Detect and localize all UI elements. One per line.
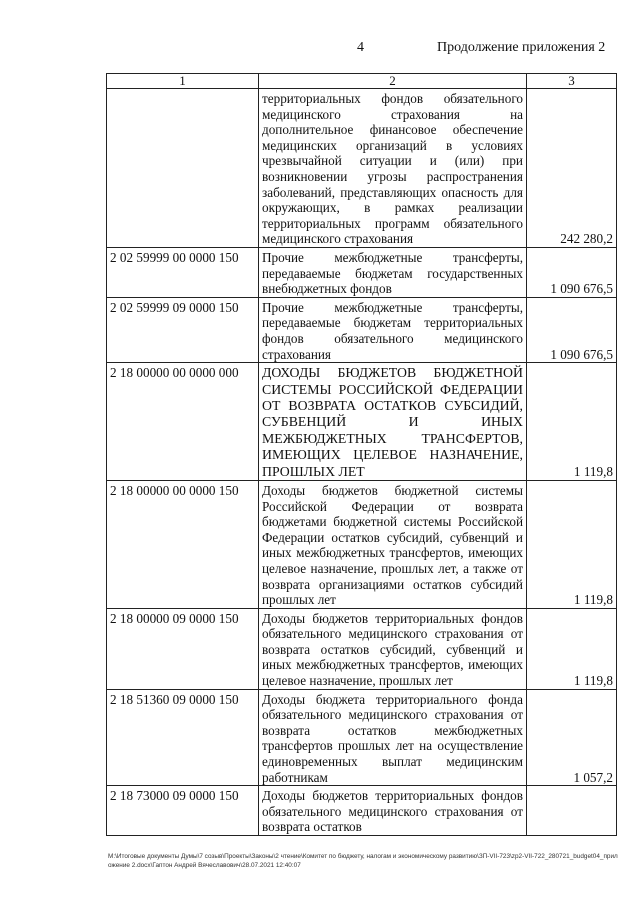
row-description: Прочие межбюджетные трансферты, передаваемые бюджетам государственных внебюджетных фондов [259,247,527,297]
row-description: Доходы бюджетов территориальных фондов обязательного медицинского страхования от возврата остатков субсидий, субвенций и иных межбюджетных трансфертов, имеющих целевое назначение, прошлых лет [259,608,527,689]
row-amount: 1 057,2 [527,689,617,786]
table-row [107,89,617,248]
row-amount: 1 090 676,5 [527,297,617,362]
table-row [107,297,617,362]
row-code: 2 18 73000 09 0000 150 [107,786,259,836]
table-row [107,689,617,786]
row-code [107,89,259,248]
row-amount: 242 280,2 [527,89,617,248]
row-amount: 1 119,8 [527,363,617,481]
row-description: Доходы бюджетов бюджетной системы Российской Федерации от возврата бюджетами бюджетной системы Российской Федерации остатков субсидий, субвенций и иных межбюджетных трансфертов, имеющих целевое назначение, прошлых лет, а также от возврата организациями остатков субсидий прошлых лет [259,480,527,608]
page-number: 4 [357,40,364,55]
row-amount: 1 119,8 [527,480,617,608]
column-header-1: 1 [107,74,259,89]
row-description: ДОХОДЫ БЮДЖЕТОВ БЮДЖЕТНОЙ СИСТЕМЫ РОССИЙСКОЙ ФЕДЕРАЦИИ ОТ ВОЗВРАТА ОСТАТКОВ СУБСИДИЙ, СУБВЕНЦИЙ И ИНЫХ МЕЖБЮДЖЕТНЫХ ТРАНСФЕРТОВ, ИМЕЮЩИХ ЦЕЛЕВОЕ НАЗНАЧЕНИЕ, ПРОШЛЫХ ЛЕТ [259,363,527,481]
row-description: Прочие межбюджетные трансферты, передаваемые бюджетам территориальных фондов обязательного медицинского страхования [259,297,527,362]
row-code: 2 18 00000 09 0000 150 [107,608,259,689]
row-description: территориальных фондов обязательного медицинского страхования на дополнительное финансовое обеспечение медицинских организаций в условиях чрезвычайной ситуации и (или) при возникновении угрозы распространения заболеваний, представляющих опасность для окружающих, в рамках реализации территориальных программ обязательного медицинского страхования [259,89,527,248]
table-row [107,786,617,836]
row-code: 2 02 59999 00 0000 150 [107,247,259,297]
row-description: Доходы бюджетов территориальных фондов обязательного медицинского страхования от возврата остатков [259,786,527,836]
row-code: 2 02 59999 09 0000 150 [107,297,259,362]
table-row [107,608,617,689]
row-description: Доходы бюджета территориального фонда обязательного медицинского страхования от возврата остатков межбюджетных трансфертов прошлых лет на осуществление единовременных выплат медицинским работникам [259,689,527,786]
column-header-2: 2 [259,74,527,89]
table-row [107,480,617,608]
continuation-label: Продолжение приложения 2 [437,40,606,55]
file-path-footer: M:\Итоговые документы Думы\7 созыв\Проекты\Законы\2 чтение\Комитет по бюджету, налогам и экономическому развитию\ЗП-VII-723\zp2-VII-722_280721_budget04_приложение 2.docx\Гаптон Андрей Вячеславович\28.07.2021 12:40:07 [108,853,618,869]
row-amount: 1 090 676,5 [527,247,617,297]
table-header-row [107,74,617,89]
row-code: 2 18 51360 09 0000 150 [107,689,259,786]
row-amount [527,786,617,836]
table-row [107,247,617,297]
row-code: 2 18 00000 00 0000 150 [107,480,259,608]
column-header-3: 3 [527,74,617,89]
revenue-table [106,73,617,836]
row-code: 2 18 00000 00 0000 000 [107,363,259,481]
row-amount: 1 119,8 [527,608,617,689]
table-row [107,363,617,481]
